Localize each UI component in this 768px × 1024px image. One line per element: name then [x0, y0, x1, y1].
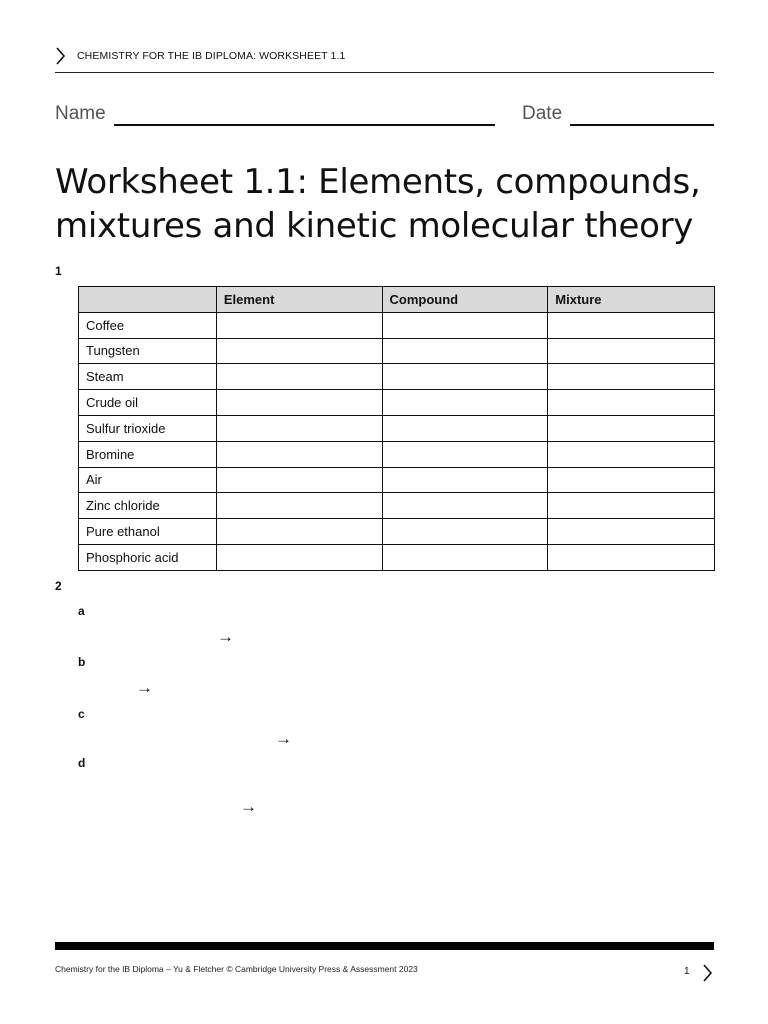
table-row — [79, 364, 715, 390]
answer-cell[interactable] — [548, 312, 715, 338]
table-header-row — [79, 287, 715, 313]
table-row — [79, 312, 715, 338]
question-1-number: 1 — [55, 264, 62, 278]
answer-cell[interactable] — [548, 467, 715, 493]
answer-cell[interactable] — [548, 338, 715, 364]
answer-cell[interactable] — [216, 415, 382, 441]
answer-cell[interactable] — [382, 312, 548, 338]
table-row — [79, 390, 715, 416]
row-label: Steam — [79, 364, 217, 390]
row-label: Coffee — [79, 312, 217, 338]
answer-cell[interactable] — [216, 364, 382, 390]
answer-cell[interactable] — [216, 519, 382, 545]
answer-cell[interactable] — [548, 493, 715, 519]
reaction-arrow-c: → — [275, 729, 292, 748]
column-header-mixture: Mixture — [548, 287, 715, 313]
row-label: Phosphoric acid — [79, 544, 217, 570]
footer-credit: Chemistry for the IB Diploma – Yu & Fletcher © Cambridge University Press & Assessment 2023 — [55, 964, 418, 974]
answer-cell[interactable] — [216, 441, 382, 467]
chevron-right-icon — [55, 47, 67, 65]
answer-cell[interactable] — [216, 338, 382, 364]
row-label: Air — [79, 467, 217, 493]
part-d-label: d — [78, 756, 86, 770]
column-header-element: Element — [216, 287, 382, 313]
question-2-number: 2 — [55, 579, 62, 593]
title-line-2: mixtures and kinetic molecular theory — [55, 206, 694, 246]
row-label: Bromine — [79, 441, 217, 467]
column-header-compound: Compound — [382, 287, 548, 313]
answer-cell[interactable] — [548, 364, 715, 390]
page-header — [55, 47, 714, 73]
answer-cell[interactable] — [216, 312, 382, 338]
reaction-arrow-d: → — [240, 797, 257, 816]
answer-cell[interactable] — [548, 441, 715, 467]
name-date-row — [55, 103, 714, 129]
answer-cell[interactable] — [548, 544, 715, 570]
answer-cell[interactable] — [216, 493, 382, 519]
answer-cell[interactable] — [382, 544, 548, 570]
title-line-1: Worksheet 1.1: Elements, compounds, — [55, 162, 701, 202]
answer-cell[interactable] — [382, 338, 548, 364]
reaction-arrow-a: → — [217, 627, 234, 646]
part-c-label: c — [78, 707, 85, 721]
table-row — [79, 493, 715, 519]
name-field[interactable] — [114, 124, 495, 126]
answer-cell[interactable] — [382, 390, 548, 416]
chevron-right-icon[interactable] — [702, 964, 714, 982]
answer-cell[interactable] — [548, 390, 715, 416]
answer-cell[interactable] — [382, 415, 548, 441]
name-label: Name — [55, 103, 106, 124]
date-label: Date — [522, 103, 563, 124]
answer-cell[interactable] — [382, 441, 548, 467]
classification-table — [78, 286, 715, 571]
table-row — [79, 441, 715, 467]
answer-cell[interactable] — [382, 364, 548, 390]
table-row — [79, 519, 715, 545]
part-a-label: a — [78, 604, 85, 618]
answer-cell[interactable] — [382, 467, 548, 493]
column-header — [79, 287, 217, 313]
row-label: Tungsten — [79, 338, 217, 364]
page-title — [55, 160, 735, 248]
date-field[interactable] — [570, 124, 714, 126]
footer-bar — [55, 942, 714, 950]
table-row — [79, 415, 715, 441]
reaction-arrow-b: → — [136, 678, 153, 697]
row-label: Crude oil — [79, 390, 217, 416]
answer-cell[interactable] — [382, 519, 548, 545]
table-row — [79, 338, 715, 364]
part-b-label: b — [78, 655, 86, 669]
answer-cell[interactable] — [216, 467, 382, 493]
answer-cell[interactable] — [216, 390, 382, 416]
answer-cell[interactable] — [216, 544, 382, 570]
answer-cell[interactable] — [548, 519, 715, 545]
answer-cell[interactable] — [548, 415, 715, 441]
row-label: Zinc chloride — [79, 493, 217, 519]
table-row — [79, 467, 715, 493]
header-title: CHEMISTRY FOR THE IB DIPLOMA: WORKSHEET 1.1 — [77, 50, 346, 62]
page-number: 1 — [684, 966, 690, 977]
row-label: Pure ethanol — [79, 519, 217, 545]
answer-cell[interactable] — [382, 493, 548, 519]
row-label: Sulfur trioxide — [79, 415, 217, 441]
table-row — [79, 544, 715, 570]
